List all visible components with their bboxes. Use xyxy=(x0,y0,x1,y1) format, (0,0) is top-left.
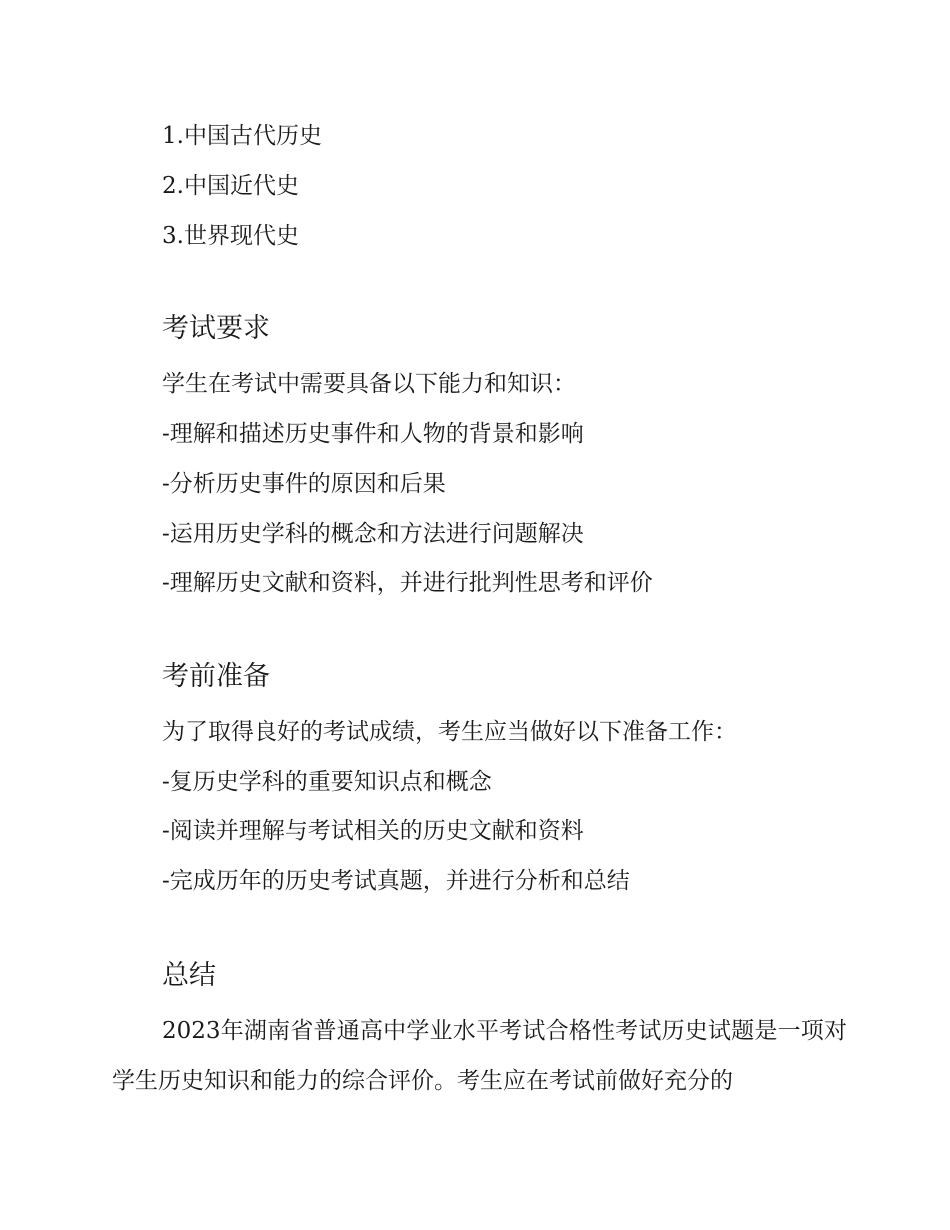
preparation-item: -完成历年的历史考试真题，并进行分析和总结 xyxy=(162,868,630,894)
section-heading-preparation: 考前准备 xyxy=(162,661,270,692)
preparation-item: -复历史学科的重要知识点和概念 xyxy=(162,769,492,795)
topic-item: 2.中国近代史 xyxy=(162,173,299,199)
summary-paragraph: 2023年湖南省普通高中学业水平考试合格性考试历史试题是一项对学生历史知识和能力的综合评价。考生应在考试前做好充分的 xyxy=(112,1018,847,1094)
requirement-item: -运用历史学科的概念和方法进行问题解决 xyxy=(162,521,584,547)
topic-item: 3.世界现代史 xyxy=(162,223,299,249)
topic-item: 1.中国古代历史 xyxy=(162,123,322,149)
preparation-intro: 为了取得良好的考试成绩，考生应当做好以下准备工作： xyxy=(162,719,737,745)
preparation-item: -阅读并理解与考试相关的历史文献和资料 xyxy=(162,818,584,844)
section-heading-summary: 总结 xyxy=(162,960,216,991)
section-heading-requirements: 考试要求 xyxy=(162,313,270,344)
requirement-item: -理解历史文献和资料，并进行批判性思考和评价 xyxy=(162,570,653,596)
requirement-item: -分析历史事件的原因和后果 xyxy=(162,471,446,497)
requirement-item: -理解和描述历史事件和人物的背景和影响 xyxy=(162,421,584,447)
requirements-intro: 学生在考试中需要具备以下能力和知识： xyxy=(162,371,576,397)
